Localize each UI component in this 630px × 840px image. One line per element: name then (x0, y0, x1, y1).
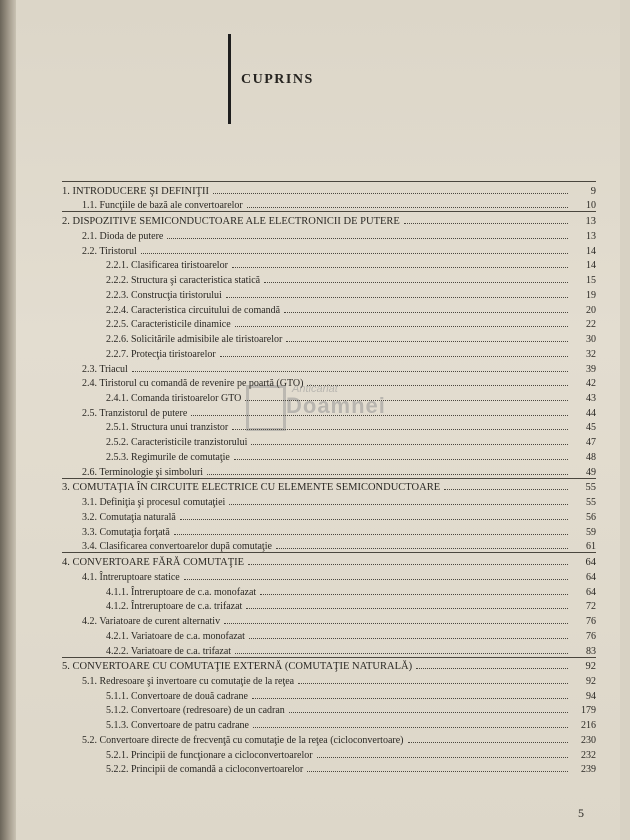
toc-entry (62, 242, 596, 257)
toc-entry-page: 14 (586, 245, 596, 257)
title-block (228, 34, 428, 124)
toc-entry-label: 4.1. Întreruptoare statice (82, 571, 180, 583)
toc-entry-page: 13 (586, 230, 596, 242)
dot-leader (289, 711, 568, 713)
toc-entry-label: 5.1.2. Convertoare (redresoare) de un cadran (106, 705, 285, 717)
toc-entry (62, 538, 596, 553)
toc-entry-label: 5.2. Convertoare directe de frecvenţă cu comutaţie de la reţea (cicloconvertoare) (82, 734, 404, 746)
toc-entry-label: 1. INTRODUCERE ŞI DEFINIŢII (62, 185, 209, 197)
dot-leader (247, 206, 568, 208)
toc-entry-page: 64 (585, 557, 596, 569)
toc-entry-label: 3.3. Comutaţia forţată (82, 526, 170, 538)
toc-entry-page: 15 (586, 275, 596, 287)
toc-entry-page: 45 (586, 422, 596, 434)
toc-entry-label: 2.6. Terminologie şi simboluri (82, 466, 204, 478)
toc-entry (62, 672, 596, 687)
toc-entry-label: 2.5.1. Structura unui tranzistor (106, 422, 229, 434)
toc-entry-page: 20 (586, 304, 596, 316)
dot-leader (251, 443, 568, 445)
toc-entry-label: 2.2.4. Caracteristica circuitului de comandă (106, 304, 281, 316)
toc-entry-page: 179 (581, 705, 596, 717)
toc-entry (62, 316, 596, 331)
toc-entry-page: 72 (586, 601, 596, 613)
toc-entry (62, 182, 596, 197)
dot-leader (180, 518, 568, 520)
toc-entry (62, 746, 596, 761)
toc-entry-page: 64 (586, 571, 596, 583)
dot-leader (260, 593, 568, 595)
dot-leader (141, 252, 568, 254)
toc-entry (62, 360, 596, 375)
toc-entry-page: 10 (586, 200, 596, 212)
toc-entry (62, 286, 596, 301)
toc-entry-page: 30 (586, 334, 596, 346)
toc-entry (62, 716, 596, 731)
toc-entry-label: 2.2.7. Protecţia tiristoarelor (106, 348, 216, 360)
toc-entry-page: 61 (586, 541, 596, 553)
dot-leader (276, 547, 568, 549)
toc-entry (62, 479, 596, 494)
toc-entry (62, 583, 596, 598)
toc-entry-label: 4.1.1. Întreruptoare de c.a. monofazat (106, 586, 257, 598)
dot-leader (174, 533, 568, 535)
toc-entry (62, 271, 596, 286)
watermark-small-text: Anticariat (292, 383, 338, 395)
toc-entry (62, 687, 596, 702)
dot-leader (229, 503, 568, 505)
toc-entry-label: 5.2.1. Principii de funcţionare a cicloconvertoarelor (106, 749, 313, 761)
dot-leader (307, 384, 568, 386)
toc-entry (62, 523, 596, 538)
toc-entry-label: 4.1.2. Întreruptoare de c.a. trifazat (106, 601, 243, 613)
title-vertical-rule (228, 34, 231, 124)
toc-entry (62, 568, 596, 583)
toc-entry-label: 4. CONVERTOARE FĂRĂ COMUTAŢIE (62, 557, 245, 569)
toc-entry-page: 14 (586, 260, 596, 272)
toc-entry (62, 212, 596, 227)
dot-leader (232, 428, 568, 430)
toc-entry-label: 3.1. Definiţia şi procesul comutaţiei (82, 497, 226, 509)
dot-leader (232, 266, 568, 268)
toc-entry-label: 2.2.2. Structura şi caracteristica statică (106, 275, 261, 287)
dot-leader (252, 697, 568, 699)
toc-entry-page: 42 (586, 378, 596, 390)
dot-leader (286, 340, 568, 342)
dot-leader (213, 192, 568, 194)
book-binding-shadow (0, 0, 16, 840)
toc-entry (62, 448, 596, 463)
dot-leader (226, 296, 568, 298)
dot-leader (284, 311, 568, 313)
toc-entry-page: 43 (586, 393, 596, 405)
dot-leader (191, 414, 568, 416)
toc-entry (62, 404, 596, 419)
toc-entry (62, 493, 596, 508)
dot-leader (416, 667, 568, 669)
page-number: 5 (578, 806, 584, 820)
watermark-big-text: Doamnei (286, 393, 386, 418)
toc-entry-label: 4.2.1. Variatoare de c.a. monofazat (106, 630, 245, 642)
toc-entry-label: 2.2.3. Construcţia tiristorului (106, 289, 222, 301)
page-title: CUPRINS (241, 72, 314, 87)
dot-leader (248, 563, 568, 565)
toc-entry (62, 463, 596, 478)
toc-entry (62, 702, 596, 717)
toc-entry-page: 49 (586, 466, 596, 478)
dot-leader (220, 355, 568, 357)
toc-entry-page: 83 (586, 645, 596, 657)
dot-leader (249, 637, 568, 639)
toc-entry (62, 433, 596, 448)
toc-entry-page: 48 (586, 451, 596, 463)
toc-entry-label: 5.1. Redresoare şi invertoare cu comutaţie de la reţea (82, 675, 295, 687)
toc-entry (62, 627, 596, 642)
toc-entry-label: 2.1. Dioda de putere (82, 230, 164, 242)
toc-entry-label: 2.4. Tiristorul cu comandă de revenire pe poartă (GTO) (82, 378, 304, 390)
toc-entry-page: 55 (586, 497, 596, 509)
toc-entry-label: 4.2. Variatoare de curent alternativ (82, 616, 221, 628)
toc-entry-page: 76 (586, 616, 596, 628)
toc-entry-page: 232 (581, 749, 596, 761)
toc-entry-label: 3.2. Comutaţia naturală (82, 511, 176, 523)
dot-leader (235, 325, 568, 327)
dot-leader (307, 770, 568, 772)
toc-entry-page: 13 (585, 216, 596, 228)
toc-entry-label: 4.2.2. Variatoare de c.a. trifazat (106, 645, 232, 657)
dot-leader (264, 281, 568, 283)
dot-leader (234, 458, 568, 460)
toc-entry (62, 257, 596, 272)
toc-entry-page: 44 (586, 407, 596, 419)
dot-leader (245, 399, 568, 401)
toc-entry (62, 642, 596, 657)
toc-entry (62, 301, 596, 316)
toc-entry-label: 2.2.5. Caracteristicile dinamice (106, 319, 231, 331)
toc-entry (62, 375, 596, 390)
toc-entry-page: 64 (586, 586, 596, 598)
dot-leader (184, 578, 568, 580)
dot-leader (317, 756, 568, 758)
toc-entry-page: 216 (581, 720, 596, 732)
toc-entry-page: 92 (586, 675, 596, 687)
toc-entry (62, 389, 596, 404)
toc-entry (62, 598, 596, 613)
toc-entry-page: 230 (581, 734, 596, 746)
toc-entry (62, 330, 596, 345)
toc-entry-page: 32 (586, 348, 596, 360)
toc-entry (62, 508, 596, 523)
toc-entry-page: 59 (586, 526, 596, 538)
toc-entry-label: 5.1.3. Convertoare de patru cadrane (106, 720, 249, 732)
dot-leader (224, 622, 568, 624)
toc-entry-label: 2.2.6. Solicitările admisibile ale tiristoarelor (106, 334, 283, 346)
toc-entry-label: 2.5.3. Regimurile de comutaţie (106, 451, 230, 463)
toc-entry-page: 55 (585, 482, 596, 494)
toc-entry-page: 56 (586, 511, 596, 523)
toc-entry (62, 612, 596, 627)
dot-leader (298, 682, 568, 684)
toc-entry-page: 239 (581, 764, 596, 776)
toc-entry-label: 2.2.1. Clasificarea tiristoarelor (106, 260, 228, 272)
toc-entry-label: 2.2. Tiristorul (82, 245, 137, 257)
dot-leader (235, 652, 568, 654)
toc-entry-page: 39 (586, 363, 596, 375)
toc-entry-page: 9 (590, 185, 596, 197)
toc-entry (62, 761, 596, 776)
toc-entry-label: 2.5. Tranzistorul de putere (82, 407, 188, 419)
toc-entry-page: 94 (586, 690, 596, 702)
toc-entry-label: 2.3. Triacul (82, 363, 128, 375)
toc-entry-label: 5.2.2. Principii de comandă a cicloconvertoarelor (106, 764, 304, 776)
toc-entry-label: 3.4. Clasificarea convertoarelor după comutaţie (82, 541, 272, 553)
toc-entry-label: 5.1.1. Convertoare de două cadrane (106, 690, 248, 702)
toc-entry (62, 345, 596, 360)
toc-entry-label: 3. COMUTAŢIA ÎN CIRCUITE ELECTRICE CU ELEMENTE SEMICONDUCTOARE (62, 482, 441, 494)
toc-entry-label: 2.4.1. Comanda tiristoarelor GTO (106, 393, 242, 405)
dot-leader (167, 237, 568, 239)
toc-entry (62, 227, 596, 242)
toc-entry (62, 419, 596, 434)
dot-leader (444, 488, 568, 490)
toc-entry (62, 731, 596, 746)
dot-leader (253, 726, 568, 728)
toc-entry-page: 47 (586, 437, 596, 449)
toc-entry-label: 1.1. Funcţiile de bază ale convertoarelor (82, 200, 243, 212)
toc-entry (62, 658, 596, 673)
toc-entry-label: 2. DISPOZITIVE SEMICONDUCTOARE ALE ELECTRONICII DE PUTERE (62, 216, 400, 228)
toc-entry-label: 5. CONVERTOARE CU COMUTAŢIE EXTERNĂ (COMUTAŢIE NATURALĂ) (62, 661, 413, 673)
toc-entry-page: 22 (586, 319, 596, 331)
toc-entry (62, 197, 596, 212)
dot-leader (246, 607, 568, 609)
table-of-contents (62, 181, 596, 775)
dot-leader (207, 473, 568, 475)
dot-leader (132, 370, 568, 372)
toc-entry-page: 92 (585, 661, 596, 673)
toc-entry-page: 19 (586, 289, 596, 301)
toc-entry-page: 76 (586, 630, 596, 642)
toc-entry (62, 553, 596, 568)
toc-entry-label: 2.5.2. Caracteristicile tranzistorului (106, 437, 248, 449)
dot-leader (408, 741, 569, 743)
dot-leader (404, 222, 568, 224)
